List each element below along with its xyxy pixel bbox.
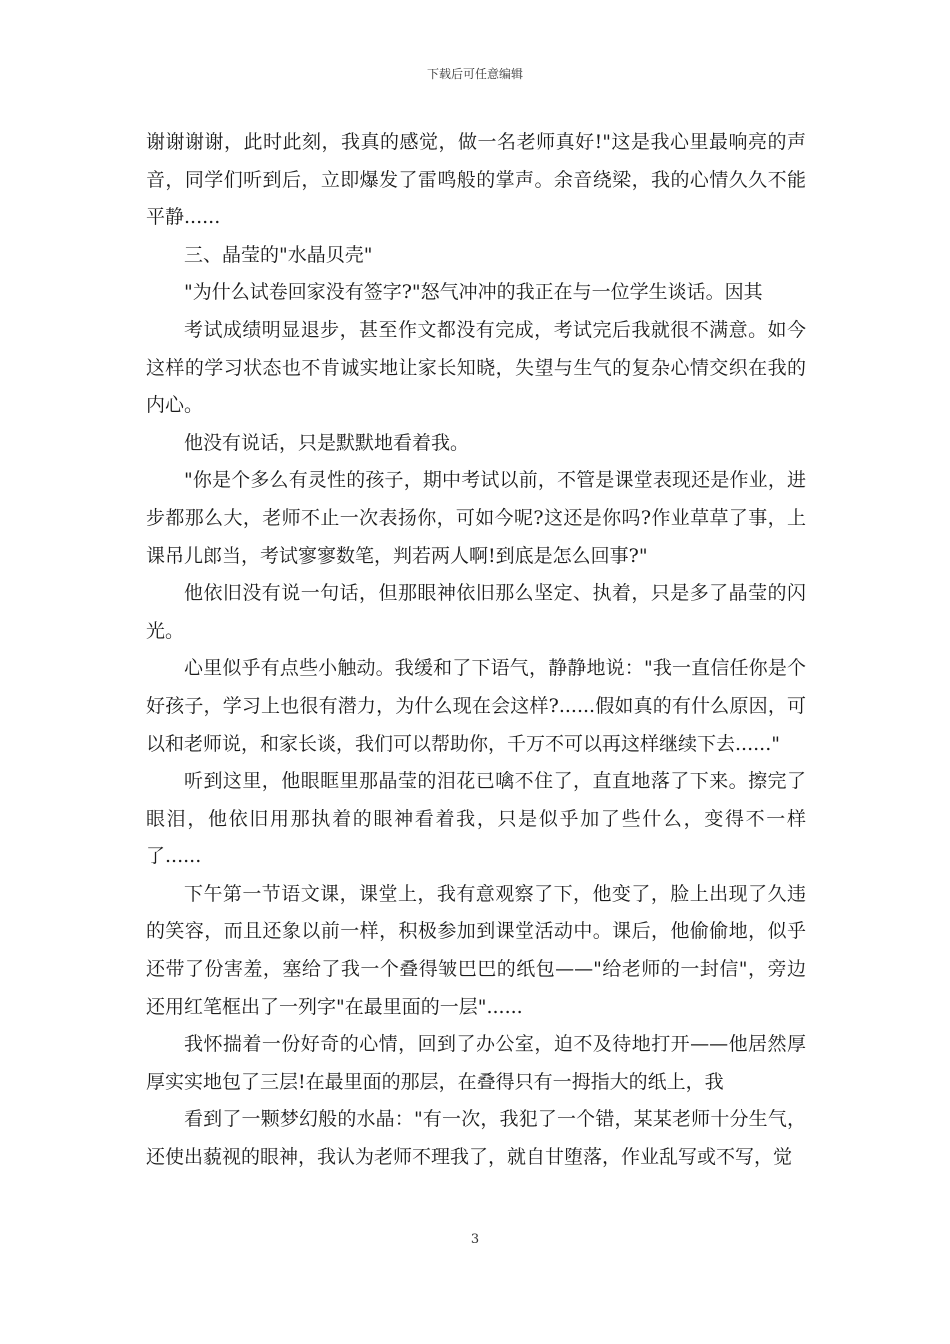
paragraph: "为什么试卷回家没有签字?"怒气冲冲的我正在与一位学生谈话。因其 <box>184 281 763 304</box>
paragraph: 谢谢谢谢，此时此刻，我真的感觉，做一名老师真好!"这是我心里最响亮的声音，同学们听到后，立即爆发了雷鸣般的掌声。余音绕梁，我的心情久久不能平静...... <box>146 131 806 229</box>
page-number: 3 <box>470 1232 480 1247</box>
section-heading: 三、晶莹的"水晶贝壳" <box>184 243 373 266</box>
document-body <box>146 124 806 1177</box>
paragraph: 他依旧没有说一句话，但那眼神依旧那么坚定、执着，只是多了晶莹的闪光。 <box>146 582 806 642</box>
paragraph: 考试成绩明显退步，甚至作文都没有完成，考试完后我就很不满意。如今这样的学习状态也不肯诚实地让家长知晓，失望与生气的复杂心情交织在我的内心。 <box>146 318 806 417</box>
paragraph: 他没有说话，只是默默地看着我。 <box>184 431 470 454</box>
paragraph: 我怀揣着一份好奇的心情，回到了办公室，迫不及待地打开——他居然厚厚实实地包了三层!在最里面的那层，在叠得只有一拇指大的纸上，我 <box>146 1033 806 1093</box>
paragraph: 下午第一节语文课，课堂上，我有意观察了下，他变了，脸上出现了久违的笑容，而且还象以前一样，积极参加到课堂活动中。课后，他偷偷地，似乎还带了份害羞，塞给了我一个叠得皱巴巴的纸包——"给老师的一封信"，旁边还用红笔框出了一列字"在最里面的一层"...... <box>146 882 806 1018</box>
paragraph: 看到了一颗梦幻般的水晶："有一次，我犯了一个错，某某老师十分生气，还使出藐视的眼神，我认为老师不理我了，就自甘堕落，作业乱写或不写，觉 <box>146 1108 806 1169</box>
page-header: 下载后可任意编辑 <box>426 67 523 81</box>
paragraph: "你是个多么有灵性的孩子，期中考试以前，不管是课堂表现还是作业，进步都那么大，老师不止一次表扬你，可如今呢?这还是你吗?作业草草了事，上课吊儿郎当，考试寥寥数笔，判若两人啊!到底是怎么回事?" <box>146 469 806 567</box>
paragraph: 听到这里，他眼眶里那晶莹的泪花已噙不住了，直直地落了下来。擦完了眼泪，他依旧用那执着的眼神看着我，只是似乎加了些什么，变得不一样了...... <box>146 770 806 868</box>
paragraph: 心里似乎有点些小触动。我缓和了下语气，静静地说："我一直信任你是个好孩子，学习上也很有潜力，为什么现在会这样?......假如真的有什么原因，可以和老师说，和家长谈，我们可以帮助你，千万不可以再这样继续下去......" <box>146 657 806 755</box>
